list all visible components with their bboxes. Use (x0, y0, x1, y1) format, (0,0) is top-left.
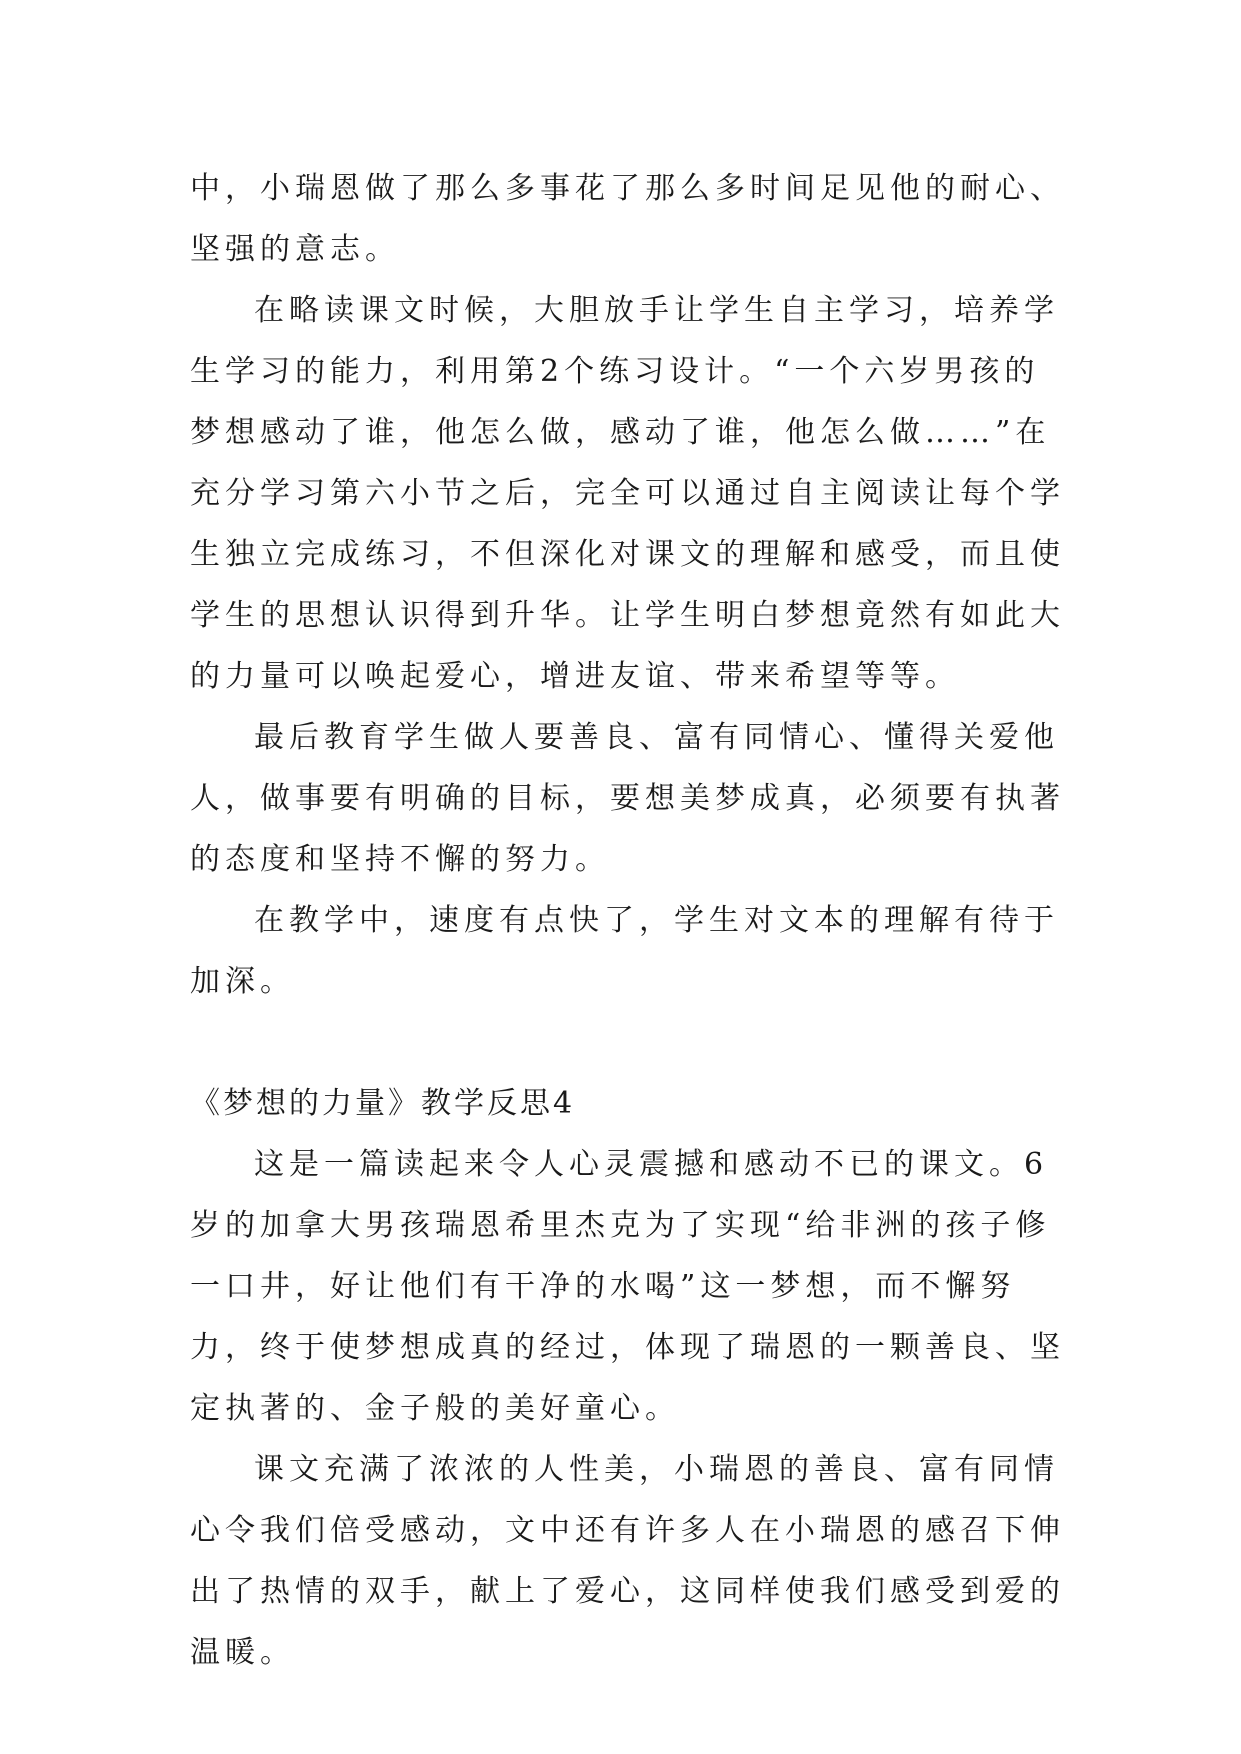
paragraph-humanity: 课文充满了浓浓的人性美，小瑞恩的善良、富有同情心令我们倍受感动，文中还有许多人在小瑞恩的感召下伸出了热情的双手，献上了爱心，这同样使我们感受到爱的温暖。 (190, 1452, 1065, 1670)
section-heading: 《梦想的力量》教学反思4 (190, 1086, 576, 1121)
paragraph-moral-education: 最后教育学生做人要善良、富有同情心、懂得关爱他人，做事要有明确的目标，要想美梦成真，必须要有执著的态度和坚持不懈的努力。 (190, 720, 1065, 877)
section-spacer (190, 1012, 1070, 1073)
paragraph-teaching-pace: 在教学中，速度有点快了，学生对文本的理解有待于加深。 (190, 903, 1059, 999)
document-body (190, 158, 1070, 1683)
paragraph-continuation: 中，小瑞恩做了那么多事花了那么多时间足见他的耐心、坚强的意志。 (190, 171, 1065, 267)
paragraph-lesson-summary: 这是一篇读起来令人心灵震撼和感动不已的课文。6岁的加拿大男孩瑞恩希里杰克为了实现“给非洲的孩子修一口井，好让他们有干净的水喝”这一梦想，而不懈努力，终于使梦想成真的经过，体现了瑞恩的一颗善良、坚定执著的、金子般的美好童心。 (190, 1147, 1065, 1426)
paragraph-reading-strategy: 在略读课文时候，大胆放手让学生自主学习，培养学生学习的能力，利用第2个练习设计。“一个六岁男孩的梦想感动了谁，他怎么做，感动了谁，他怎么做……”在充分学习第六小节之后，完全可以通过自主阅读让每个学生独立完成练习，不但深化对课文的理解和感受，而且使学生的思想认识得到升华。让学生明白梦想竟然有如此大的力量可以唤起爱心，增进友谊、带来希望等等。 (190, 293, 1065, 694)
